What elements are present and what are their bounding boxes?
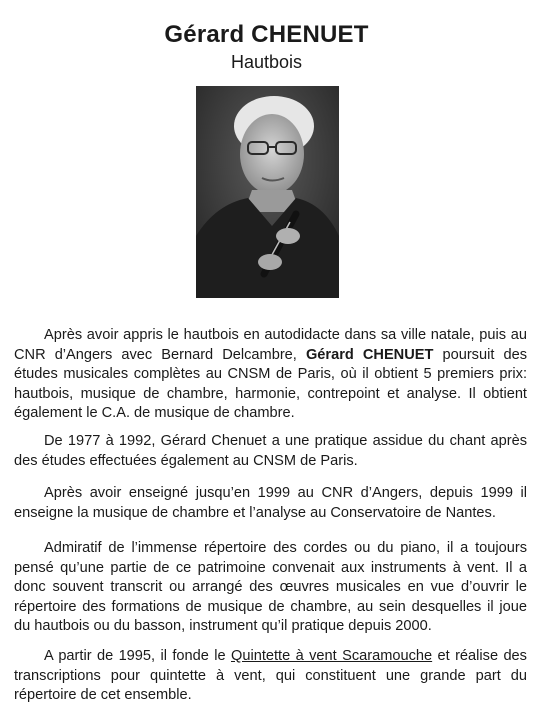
paragraph-2 (14, 432, 527, 471)
p3-text: Après avoir enseigné jusqu’en 1999 au CNR d’Angers, depuis 1999 il enseigne la musique de chambre et l’analyse au Conservatoire de Nantes. (14, 485, 527, 521)
page-title: Gérard CHENUET (164, 21, 369, 48)
paragraph-1 (14, 326, 527, 424)
p1-bold-name: Gérard CHENUET (305, 346, 434, 363)
paragraph-3 (14, 484, 527, 523)
p5-text-before: A partir de 1995, il fonde le (44, 648, 231, 664)
p5-text-after: et réalise des transcriptions pour quintette à vent, qui constituent une grande part du répertoire de cet ensemble. (14, 648, 527, 703)
p2-text: De 1977 à 1992, Gérard Chenuet a une pratique assidue du chant après des études effectuées également au CNSM de Paris. (14, 433, 527, 469)
portrait-image (196, 86, 339, 298)
p1-text-after: poursuit des études musicales complètes au CNSM de Paris, où il obtient 5 premiers prix: hautbois, musique de chambre, harmonie, contrepoint et analyse. Il obtient également le C.A. de musique de chambre. (14, 346, 527, 421)
scaramouche-link[interactable]: Quintette à vent Scaramouche (231, 648, 433, 664)
p4-text: Admiratif de l’immense répertoire des cordes ou du piano, il a toujours pensé qu’une partie de ce patrimoine convenait aux instruments à vent. Il a donc souvent transcrit ou arrangé des œuvres musicales en vue d’ouvrir le répertoire des formations de musique de chambre, au sein desquelles il joue du hautbois ou du basson, instrument qu’il pratique depuis 2000. (14, 540, 527, 634)
page-subtitle: Hautbois (230, 52, 303, 72)
paragraph-4 (14, 539, 527, 637)
paragraph-5 (14, 647, 527, 706)
portrait-photo (196, 86, 339, 298)
p1-text-before: Après avoir appris le hautbois en autodidacte dans sa ville natale, puis au CNR d’Angers avec Bernard Delcambre, (14, 327, 527, 363)
